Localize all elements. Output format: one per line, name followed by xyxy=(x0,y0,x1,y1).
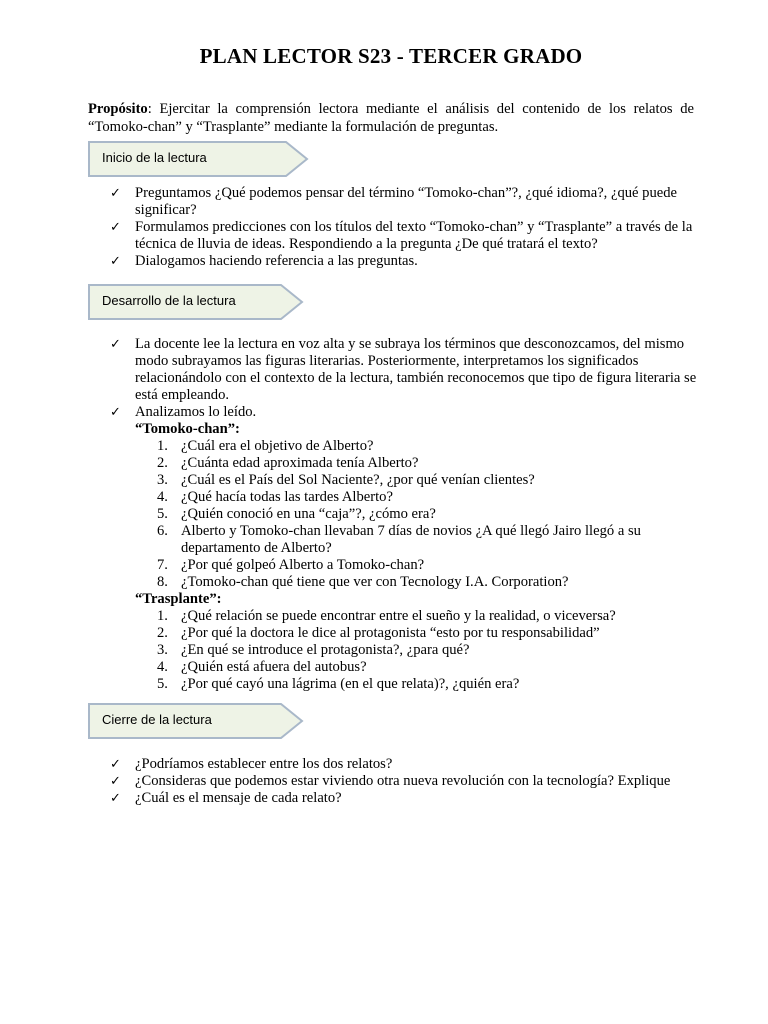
check-icon: ✓ xyxy=(110,220,121,235)
list-item: 1. ¿Qué relación se puede encontrar entre el sueño y la realidad, o viceversa? xyxy=(157,608,616,624)
list-item: ✓ Analizamos lo leído. xyxy=(110,404,257,420)
purpose-label: Propósito xyxy=(88,101,148,117)
subheading-trasplante: “Trasplante”: xyxy=(135,591,222,607)
tomoko-block xyxy=(110,421,698,693)
check-icon: ✓ xyxy=(110,757,121,772)
list-item: 5. ¿Quién conoció en una “caja”?, ¿cómo era? xyxy=(157,506,436,522)
section-banner-desarrollo xyxy=(88,284,308,320)
list-item: ✓ Dialogamos haciendo referencia a las preguntas. xyxy=(110,253,418,269)
list-item: ✓ ¿Cuál es el mensaje de cada relato? xyxy=(110,790,342,806)
list-item: 4. ¿Qué hacía todas las tardes Alberto? xyxy=(157,489,393,505)
trasplante-questions xyxy=(110,608,698,693)
purpose-text: : Ejercitar la comprensión lectora mediante el análisis del contenido de los relatos de “Tomoko-chan” y “Trasplante” mediante la formulación de preguntas. xyxy=(88,101,694,135)
section-label-cierre: Cierre de la lectura xyxy=(102,712,212,727)
list-item: ✓ Formulamos predicciones con los títulos del texto “Tomoko-chan” y “Trasplante” a través de la técnica de lluvia de ideas. Respondiendo a la pregunta ¿De qué tratará el texto? xyxy=(110,219,693,252)
section-label-inicio: Inicio de la lectura xyxy=(102,150,207,165)
list-item: 3. ¿Cuál es el País del Sol Naciente?, ¿por qué venían clientes? xyxy=(157,472,535,488)
section-banner-inicio xyxy=(88,141,308,177)
list-item: 6. Alberto y Tomoko-chan llevaban 7 días de novios ¿A qué llegó Jairo llegó a su departamento de Alberto? xyxy=(157,523,641,556)
tomoko-questions xyxy=(110,438,698,591)
page-title: PLAN LECTOR S23 - TERCER GRADO xyxy=(199,44,583,68)
list-item: 5. ¿Por qué cayó una lágrima (en el que relata)?, ¿quién era? xyxy=(157,676,520,692)
desarrollo-list xyxy=(110,336,698,693)
list-item: ✓ Preguntamos ¿Qué podemos pensar del término “Tomoko-chan”?, ¿qué idioma?, ¿qué puede significar? xyxy=(110,185,678,218)
check-icon: ✓ xyxy=(110,791,121,806)
subheading-tomoko: “Tomoko-chan”: xyxy=(135,421,240,437)
inicio-list xyxy=(110,185,698,270)
list-item: ✓ ¿Consideras que podemos estar viviendo otra nueva revolución con la tecnología? Explique xyxy=(110,773,671,789)
section-banner-cierre xyxy=(88,703,308,739)
list-item: 8. ¿Tomoko-chan qué tiene que ver con Tecnology I.A. Corporation? xyxy=(157,574,569,590)
check-icon: ✓ xyxy=(110,337,121,352)
list-item: 3. ¿En qué se introduce el protagonista?, ¿para qué? xyxy=(157,642,470,658)
check-icon: ✓ xyxy=(110,774,121,789)
check-icon: ✓ xyxy=(110,405,121,420)
list-item: 4. ¿Quién está afuera del autobus? xyxy=(157,659,367,675)
purpose-paragraph xyxy=(88,100,694,136)
list-item: 2. ¿Por qué la doctora le dice al protagonista “esto por tu responsabilidad” xyxy=(157,625,600,641)
check-icon: ✓ xyxy=(110,254,121,269)
list-item: ✓ La docente lee la lectura en voz alta y se subraya los términos que desconozcamos, del mismo modo subrayamos las figuras literarias. Posteriormente, interpretamos los significados relacionándolo con el contexto de la lectura, también reconocemos que tipo de figura literaria se está empleando. xyxy=(110,336,697,403)
list-item: 7. ¿Por qué golpeó Alberto a Tomoko-chan? xyxy=(157,557,425,573)
list-item: 1. ¿Cuál era el objetivo de Alberto? xyxy=(157,438,374,454)
list-item: ✓ ¿Podríamos establecer entre los dos relatos? xyxy=(110,756,393,772)
check-icon: ✓ xyxy=(110,186,121,201)
list-item: 2. ¿Cuánta edad aproximada tenía Alberto? xyxy=(157,455,419,471)
cierre-list xyxy=(110,756,698,807)
section-label-desarrollo: Desarrollo de la lectura xyxy=(102,293,236,308)
